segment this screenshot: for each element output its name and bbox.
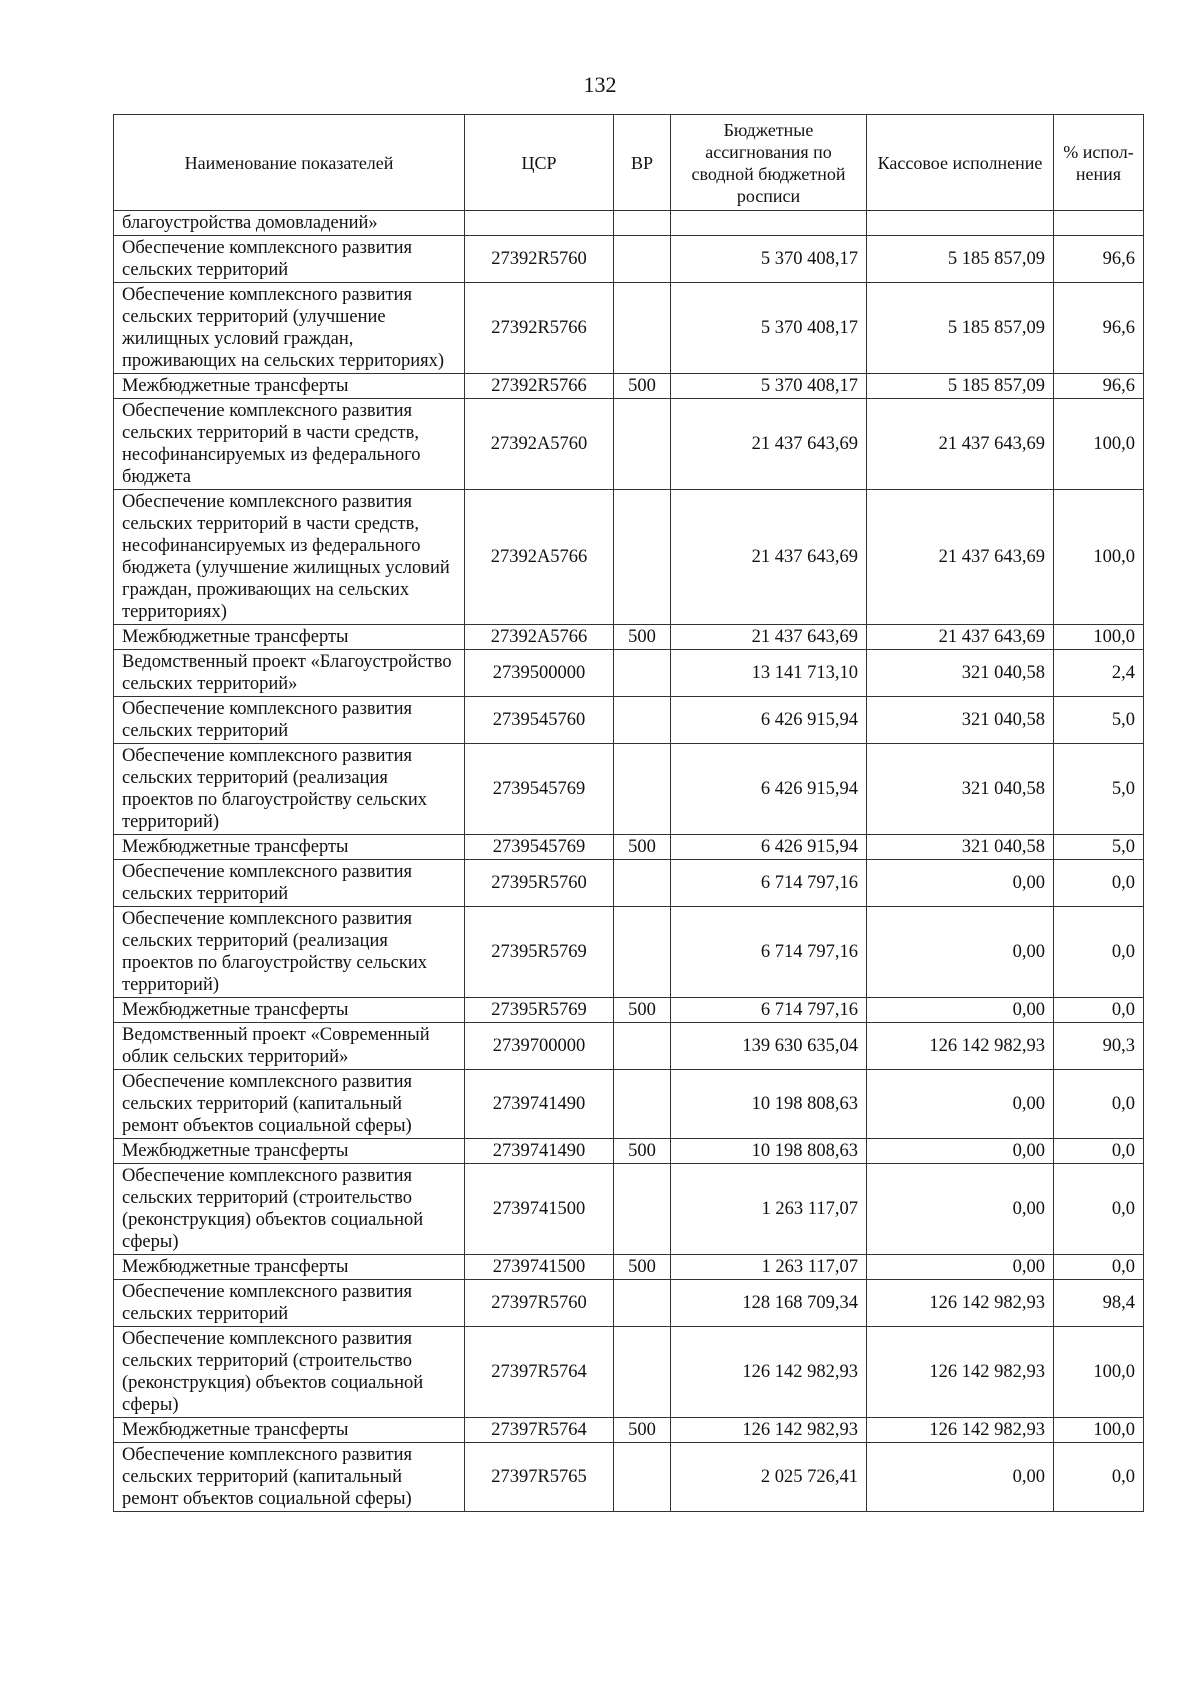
cell-cash: 0,00 bbox=[867, 1164, 1054, 1255]
cell-cash: 126 142 982,93 bbox=[867, 1280, 1054, 1327]
cell-name: Ведомственный проект «Благоустройство сельских территорий» bbox=[114, 650, 465, 697]
header-vr: ВР bbox=[614, 115, 671, 211]
table-row bbox=[114, 998, 1144, 1023]
cell-vr bbox=[614, 1164, 671, 1255]
cell-name: Обеспечение комплексного развития сельских территорий (капитальный ремонт объектов социальной сферы) bbox=[114, 1070, 465, 1139]
cell-percent: 98,4 bbox=[1054, 1280, 1144, 1327]
cell-cash: 21 437 643,69 bbox=[867, 625, 1054, 650]
table-row bbox=[114, 1255, 1144, 1280]
cell-csr: 27392R5766 bbox=[465, 283, 614, 374]
cell-budget: 5 370 408,17 bbox=[671, 374, 867, 399]
cell-cash: 5 185 857,09 bbox=[867, 236, 1054, 283]
cell-budget: 128 168 709,34 bbox=[671, 1280, 867, 1327]
cell-percent: 0,0 bbox=[1054, 1443, 1144, 1512]
cell-vr: 500 bbox=[614, 1139, 671, 1164]
cell-budget: 2 025 726,41 bbox=[671, 1443, 867, 1512]
cell-budget: 139 630 635,04 bbox=[671, 1023, 867, 1070]
cell-cash bbox=[867, 211, 1054, 236]
table-row bbox=[114, 236, 1144, 283]
table-row bbox=[114, 1164, 1144, 1255]
cell-percent: 2,4 bbox=[1054, 650, 1144, 697]
cell-csr: 27392A5760 bbox=[465, 399, 614, 490]
cell-cash: 0,00 bbox=[867, 1070, 1054, 1139]
cell-budget: 6 426 915,94 bbox=[671, 697, 867, 744]
cell-percent: 90,3 bbox=[1054, 1023, 1144, 1070]
cell-name: Обеспечение комплексного развития сельских территорий bbox=[114, 860, 465, 907]
cell-csr: 27392R5760 bbox=[465, 236, 614, 283]
cell-budget: 1 263 117,07 bbox=[671, 1164, 867, 1255]
cell-budget: 6 714 797,16 bbox=[671, 998, 867, 1023]
table-row bbox=[114, 283, 1144, 374]
budget-execution-table bbox=[113, 114, 1144, 1512]
cell-cash: 0,00 bbox=[867, 907, 1054, 998]
header-name: Наименование показателей bbox=[114, 115, 465, 211]
cell-name: Обеспечение комплексного развития сельских территорий (строительство (реконструкция) объектов социальной сферы) bbox=[114, 1327, 465, 1418]
cell-percent: 96,6 bbox=[1054, 374, 1144, 399]
cell-name: Обеспечение комплексного развития сельских территорий bbox=[114, 697, 465, 744]
cell-percent: 0,0 bbox=[1054, 907, 1144, 998]
cell-percent: 100,0 bbox=[1054, 399, 1144, 490]
cell-vr: 500 bbox=[614, 1418, 671, 1443]
cell-vr: 500 bbox=[614, 625, 671, 650]
cell-csr: 2739500000 bbox=[465, 650, 614, 697]
cell-vr bbox=[614, 399, 671, 490]
cell-cash: 0,00 bbox=[867, 998, 1054, 1023]
cell-percent bbox=[1054, 211, 1144, 236]
cell-name: Межбюджетные трансферты bbox=[114, 1139, 465, 1164]
cell-budget: 10 198 808,63 bbox=[671, 1139, 867, 1164]
cell-csr: 27397R5764 bbox=[465, 1418, 614, 1443]
cell-csr: 2739741490 bbox=[465, 1139, 614, 1164]
cell-cash: 0,00 bbox=[867, 860, 1054, 907]
table-row bbox=[114, 1418, 1144, 1443]
table-header-row bbox=[114, 115, 1144, 211]
cell-percent: 0,0 bbox=[1054, 1255, 1144, 1280]
cell-budget: 21 437 643,69 bbox=[671, 490, 867, 625]
cell-percent: 100,0 bbox=[1054, 1327, 1144, 1418]
cell-cash: 321 040,58 bbox=[867, 835, 1054, 860]
table-row bbox=[114, 744, 1144, 835]
cell-vr bbox=[614, 1327, 671, 1418]
cell-name: Межбюджетные трансферты bbox=[114, 998, 465, 1023]
cell-percent: 100,0 bbox=[1054, 625, 1144, 650]
cell-budget: 126 142 982,93 bbox=[671, 1418, 867, 1443]
cell-budget: 6 714 797,16 bbox=[671, 860, 867, 907]
cell-name: Обеспечение комплексного развития сельских территорий bbox=[114, 1280, 465, 1327]
table-row bbox=[114, 1070, 1144, 1139]
cell-cash: 5 185 857,09 bbox=[867, 283, 1054, 374]
cell-budget: 6 714 797,16 bbox=[671, 907, 867, 998]
table-row bbox=[114, 625, 1144, 650]
cell-budget bbox=[671, 211, 867, 236]
table-row bbox=[114, 1023, 1144, 1070]
cell-vr: 500 bbox=[614, 998, 671, 1023]
cell-name: Обеспечение комплексного развития сельских территорий (улучшение жилищных условий граждан, проживающих на сельских территориях) bbox=[114, 283, 465, 374]
cell-percent: 100,0 bbox=[1054, 490, 1144, 625]
cell-budget: 126 142 982,93 bbox=[671, 1327, 867, 1418]
cell-csr: 27392A5766 bbox=[465, 625, 614, 650]
cell-percent: 96,6 bbox=[1054, 283, 1144, 374]
cell-percent: 0,0 bbox=[1054, 1164, 1144, 1255]
table-row bbox=[114, 1280, 1144, 1327]
cell-csr: 2739545760 bbox=[465, 697, 614, 744]
cell-budget: 21 437 643,69 bbox=[671, 625, 867, 650]
cell-vr: 500 bbox=[614, 374, 671, 399]
cell-csr: 2739545769 bbox=[465, 835, 614, 860]
cell-name: Межбюджетные трансферты bbox=[114, 1418, 465, 1443]
cell-cash: 321 040,58 bbox=[867, 744, 1054, 835]
cell-name: Межбюджетные трансферты bbox=[114, 625, 465, 650]
cell-csr: 27395R5769 bbox=[465, 998, 614, 1023]
cell-budget: 10 198 808,63 bbox=[671, 1070, 867, 1139]
cell-name: Обеспечение комплексного развития сельских территорий (капитальный ремонт объектов социальной сферы) bbox=[114, 1443, 465, 1512]
cell-budget: 1 263 117,07 bbox=[671, 1255, 867, 1280]
cell-cash: 321 040,58 bbox=[867, 697, 1054, 744]
table-row bbox=[114, 1327, 1144, 1418]
cell-cash: 21 437 643,69 bbox=[867, 490, 1054, 625]
cell-csr: 27397R5764 bbox=[465, 1327, 614, 1418]
cell-name: Обеспечение комплексного развития сельских территорий bbox=[114, 236, 465, 283]
cell-cash: 126 142 982,93 bbox=[867, 1418, 1054, 1443]
cell-cash: 321 040,58 bbox=[867, 650, 1054, 697]
cell-name: благоустройства домовладений» bbox=[114, 211, 465, 236]
table-row bbox=[114, 1139, 1144, 1164]
table-row bbox=[114, 399, 1144, 490]
cell-csr: 2739545769 bbox=[465, 744, 614, 835]
table-row bbox=[114, 374, 1144, 399]
cell-cash: 126 142 982,93 bbox=[867, 1327, 1054, 1418]
cell-percent: 0,0 bbox=[1054, 1139, 1144, 1164]
cell-percent: 5,0 bbox=[1054, 744, 1144, 835]
cell-cash: 0,00 bbox=[867, 1443, 1054, 1512]
table-row bbox=[114, 490, 1144, 625]
cell-vr bbox=[614, 490, 671, 625]
cell-vr bbox=[614, 1443, 671, 1512]
cell-csr: 2739741490 bbox=[465, 1070, 614, 1139]
cell-name: Межбюджетные трансферты bbox=[114, 374, 465, 399]
cell-cash: 5 185 857,09 bbox=[867, 374, 1054, 399]
cell-name: Обеспечение комплексного развития сельских территорий в части средств, несофинансируемых из федерального бюджета (улучшение жилищных условий граждан, проживающих на сельских территориях) bbox=[114, 490, 465, 625]
cell-vr: 500 bbox=[614, 835, 671, 860]
header-budget: Бюджетные ассигнования по сводной бюджетной росписи bbox=[671, 115, 867, 211]
cell-percent: 0,0 bbox=[1054, 998, 1144, 1023]
cell-cash: 21 437 643,69 bbox=[867, 399, 1054, 490]
cell-name: Обеспечение комплексного развития сельских территорий (строительство (реконструкция) объектов социальной сферы) bbox=[114, 1164, 465, 1255]
table-row bbox=[114, 860, 1144, 907]
cell-name: Межбюджетные трансферты bbox=[114, 1255, 465, 1280]
cell-csr: 27392A5766 bbox=[465, 490, 614, 625]
cell-csr: 27397R5765 bbox=[465, 1443, 614, 1512]
cell-vr bbox=[614, 744, 671, 835]
table-body bbox=[114, 211, 1144, 1512]
cell-vr bbox=[614, 650, 671, 697]
table-row bbox=[114, 650, 1144, 697]
table-row bbox=[114, 697, 1144, 744]
cell-vr bbox=[614, 907, 671, 998]
cell-vr bbox=[614, 283, 671, 374]
cell-csr bbox=[465, 211, 614, 236]
cell-csr: 2739700000 bbox=[465, 1023, 614, 1070]
cell-csr: 27395R5760 bbox=[465, 860, 614, 907]
cell-cash: 126 142 982,93 bbox=[867, 1023, 1054, 1070]
cell-name: Обеспечение комплексного развития сельских территорий в части средств, несофинансируемых из федерального бюджета bbox=[114, 399, 465, 490]
cell-vr bbox=[614, 1070, 671, 1139]
cell-csr: 27397R5760 bbox=[465, 1280, 614, 1327]
header-csr: ЦСР bbox=[465, 115, 614, 211]
table-row bbox=[114, 907, 1144, 998]
cell-percent: 96,6 bbox=[1054, 236, 1144, 283]
cell-vr bbox=[614, 1023, 671, 1070]
cell-vr bbox=[614, 1280, 671, 1327]
cell-budget: 5 370 408,17 bbox=[671, 236, 867, 283]
cell-vr bbox=[614, 697, 671, 744]
cell-budget: 5 370 408,17 bbox=[671, 283, 867, 374]
page-number: 132 bbox=[583, 72, 617, 97]
cell-percent: 5,0 bbox=[1054, 697, 1144, 744]
cell-budget: 21 437 643,69 bbox=[671, 399, 867, 490]
cell-name: Обеспечение комплексного развития сельских территорий (реализация проектов по благоустройству сельских территорий) bbox=[114, 907, 465, 998]
cell-csr: 27392R5766 bbox=[465, 374, 614, 399]
table-row bbox=[114, 1443, 1144, 1512]
cell-percent: 0,0 bbox=[1054, 1070, 1144, 1139]
cell-vr bbox=[614, 211, 671, 236]
cell-percent: 0,0 bbox=[1054, 860, 1144, 907]
cell-csr: 2739741500 bbox=[465, 1255, 614, 1280]
cell-name: Ведомственный проект «Современный облик сельских территорий» bbox=[114, 1023, 465, 1070]
cell-budget: 6 426 915,94 bbox=[671, 835, 867, 860]
table-row bbox=[114, 835, 1144, 860]
header-cash: Кассовое исполнение bbox=[867, 115, 1054, 211]
cell-cash: 0,00 bbox=[867, 1139, 1054, 1164]
table-row bbox=[114, 211, 1144, 236]
cell-percent: 5,0 bbox=[1054, 835, 1144, 860]
header-percent: % испол-нения bbox=[1054, 115, 1144, 211]
cell-budget: 13 141 713,10 bbox=[671, 650, 867, 697]
cell-csr: 2739741500 bbox=[465, 1164, 614, 1255]
cell-budget: 6 426 915,94 bbox=[671, 744, 867, 835]
cell-cash: 0,00 bbox=[867, 1255, 1054, 1280]
cell-percent: 100,0 bbox=[1054, 1418, 1144, 1443]
cell-vr bbox=[614, 236, 671, 283]
cell-vr: 500 bbox=[614, 1255, 671, 1280]
cell-vr bbox=[614, 860, 671, 907]
cell-csr: 27395R5769 bbox=[465, 907, 614, 998]
cell-name: Обеспечение комплексного развития сельских территорий (реализация проектов по благоустройству сельских территорий) bbox=[114, 744, 465, 835]
cell-name: Межбюджетные трансферты bbox=[114, 835, 465, 860]
